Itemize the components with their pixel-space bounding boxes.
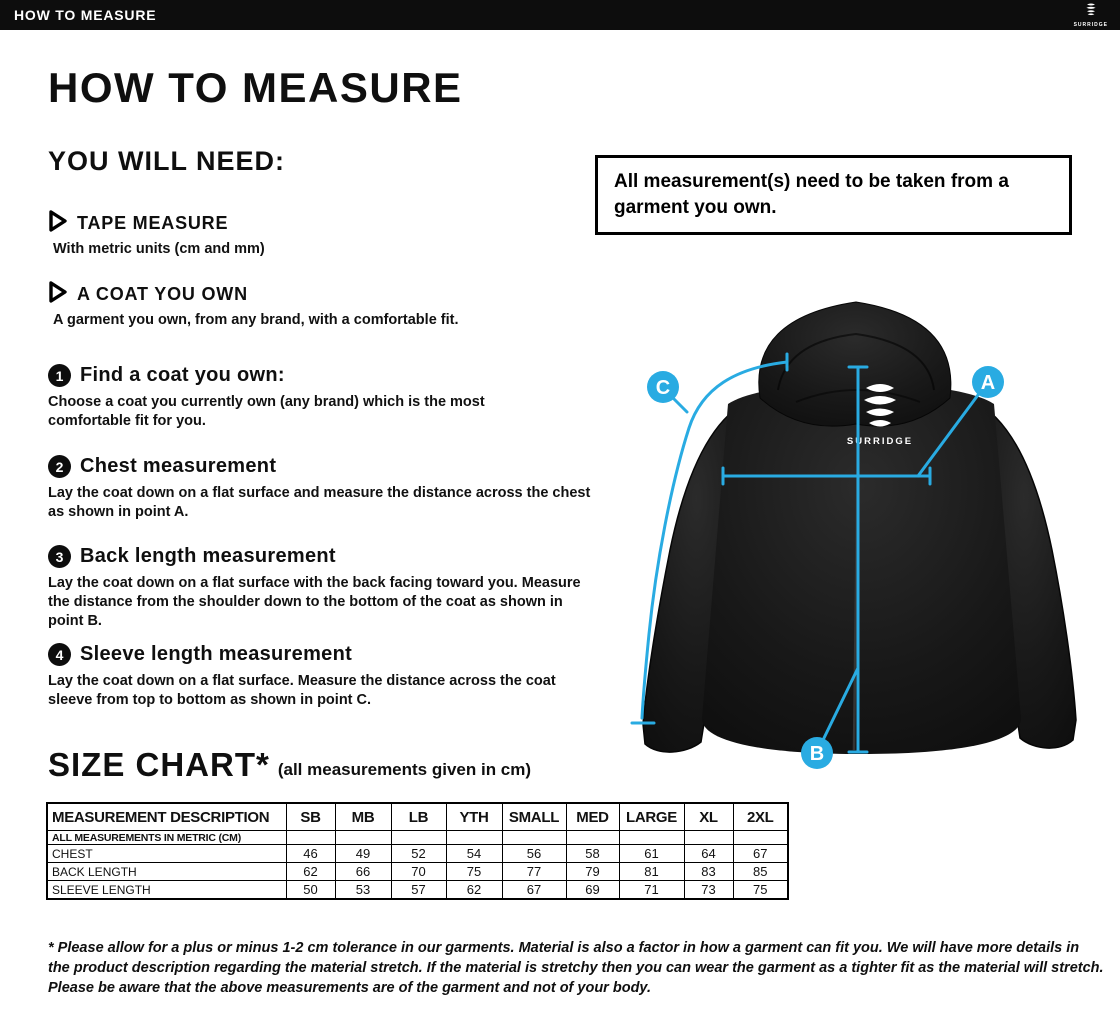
step-title: Chest measurement bbox=[80, 455, 277, 477]
label-c-connector bbox=[674, 399, 687, 412]
jacket-illustration bbox=[600, 282, 1120, 812]
step-title: Find a coat you own: bbox=[80, 364, 285, 386]
table-row-chest bbox=[47, 845, 788, 863]
cell-value: 75 bbox=[733, 881, 788, 900]
cell-value: 49 bbox=[335, 845, 391, 863]
cell-value: 62 bbox=[446, 881, 502, 900]
table-row-sleeve-length bbox=[47, 881, 788, 900]
column-header: SB bbox=[286, 803, 335, 831]
cell-value: 66 bbox=[335, 863, 391, 881]
cell-value: 52 bbox=[391, 845, 446, 863]
column-header: SMALL bbox=[502, 803, 566, 831]
column-header: MEASUREMENT DESCRIPTION bbox=[47, 803, 286, 831]
row-label: SLEEVE LENGTH bbox=[47, 881, 286, 900]
measure-label-a: A bbox=[980, 372, 996, 394]
step-number-badge: 3 bbox=[48, 545, 71, 568]
column-header: 2XL bbox=[733, 803, 788, 831]
step-description: Choose a coat you currently own (any brand) which is the most comfortable fit for you. bbox=[48, 394, 485, 429]
cell-value: 61 bbox=[619, 845, 684, 863]
top-bar bbox=[0, 0, 1120, 30]
step-description: Lay the coat down on a flat surface and measure the distance across the chest as shown in point A. bbox=[48, 485, 591, 520]
you-will-need-heading: YOU WILL NEED: bbox=[48, 146, 286, 176]
cell-value: 69 bbox=[566, 881, 619, 900]
step-3 bbox=[48, 545, 588, 631]
top-bar-title: HOW TO MEASURE bbox=[14, 7, 157, 23]
row-label: CHEST bbox=[47, 845, 286, 863]
need-item-label: A COAT YOU OWN bbox=[77, 284, 248, 304]
tolerance-footnote: * Please allow for a plus or minus 1-2 cm tolerance in our garments. Material is also a factor in how a garment can fit you. We will have more details in the product description regarding the material stretch. If the material is stretchy then you can wear the garment as a tighter fit as the material will stretch. Please be aware that the above measurements are of the garment and not of your body. bbox=[48, 940, 1104, 996]
column-header: YTH bbox=[446, 803, 502, 831]
cell-value: 67 bbox=[502, 881, 566, 900]
size-chart-heading: SIZE CHART* bbox=[48, 746, 270, 783]
step-number-badge: 1 bbox=[48, 364, 71, 387]
triangle-bullet-icon bbox=[48, 210, 68, 237]
cell-value: 53 bbox=[335, 881, 391, 900]
column-header: MB bbox=[335, 803, 391, 831]
need-item-coat bbox=[48, 281, 459, 328]
cell-value: 64 bbox=[684, 845, 733, 863]
cell-value: 85 bbox=[733, 863, 788, 881]
cell-value: 50 bbox=[286, 881, 335, 900]
cell-value: 70 bbox=[391, 863, 446, 881]
cell-value: 81 bbox=[619, 863, 684, 881]
metric-note: ALL MEASUREMENTS IN METRIC (CM) bbox=[47, 831, 286, 845]
column-header: LARGE bbox=[619, 803, 684, 831]
step-description: Lay the coat down on a flat surface with the back facing toward you. Measure the distance from the shoulder down to the bottom of the coat as shown in point B. bbox=[48, 575, 581, 629]
callout-text: All measurement(s) need to be taken from a garment you own. bbox=[614, 171, 1009, 218]
step-2 bbox=[48, 455, 600, 522]
cell-value: 79 bbox=[566, 863, 619, 881]
cell-value: 62 bbox=[286, 863, 335, 881]
step-1 bbox=[48, 364, 568, 431]
metric-note-row bbox=[47, 831, 788, 845]
garment-measurement-diagram bbox=[600, 282, 1120, 812]
cell-value: 71 bbox=[619, 881, 684, 900]
size-chart-table bbox=[46, 802, 789, 900]
cell-value: 56 bbox=[502, 845, 566, 863]
cell-value: 83 bbox=[684, 863, 733, 881]
cell-value: 67 bbox=[733, 845, 788, 863]
measure-label-b: B bbox=[809, 743, 825, 765]
cell-value: 58 bbox=[566, 845, 619, 863]
measure-label-c: C bbox=[655, 377, 671, 399]
callout-box bbox=[595, 155, 1072, 235]
triangle-bullet-icon bbox=[48, 281, 68, 308]
surridge-logo-icon bbox=[1083, 2, 1099, 22]
need-item-description: With metric units (cm and mm) bbox=[53, 241, 265, 257]
cell-value: 46 bbox=[286, 845, 335, 863]
row-label: BACK LENGTH bbox=[47, 863, 286, 881]
step-number-badge: 4 bbox=[48, 643, 71, 666]
column-header: MED bbox=[566, 803, 619, 831]
need-item-tape-measure bbox=[48, 210, 265, 257]
table-row-back-length bbox=[47, 863, 788, 881]
step-4 bbox=[48, 643, 600, 710]
cell-value: 73 bbox=[684, 881, 733, 900]
need-item-description: A garment you own, from any brand, with a comfortable fit. bbox=[53, 312, 459, 328]
column-header: LB bbox=[391, 803, 446, 831]
need-item-label: TAPE MEASURE bbox=[77, 213, 229, 233]
surridge-logo bbox=[1074, 2, 1120, 28]
cell-value: 57 bbox=[391, 881, 446, 900]
step-title: Back length measurement bbox=[80, 545, 336, 567]
column-header: XL bbox=[684, 803, 733, 831]
surridge-logo-text: SURRIDGE bbox=[1073, 22, 1108, 28]
cell-value: 54 bbox=[446, 845, 502, 863]
cell-value: 77 bbox=[502, 863, 566, 881]
jacket-brand-text: SURRIDGE bbox=[846, 436, 914, 447]
step-description: Lay the coat down on a flat surface. Measure the distance across the coat sleeve from top to bottom as shown in point C. bbox=[48, 673, 556, 708]
step-title: Sleeve length measurement bbox=[80, 643, 353, 665]
cell-value: 75 bbox=[446, 863, 502, 881]
size-chart-subtitle: (all measurements given in cm) bbox=[277, 760, 532, 779]
page-title: HOW TO MEASURE bbox=[48, 64, 463, 111]
step-number-badge: 2 bbox=[48, 455, 71, 478]
header-row bbox=[47, 803, 788, 831]
